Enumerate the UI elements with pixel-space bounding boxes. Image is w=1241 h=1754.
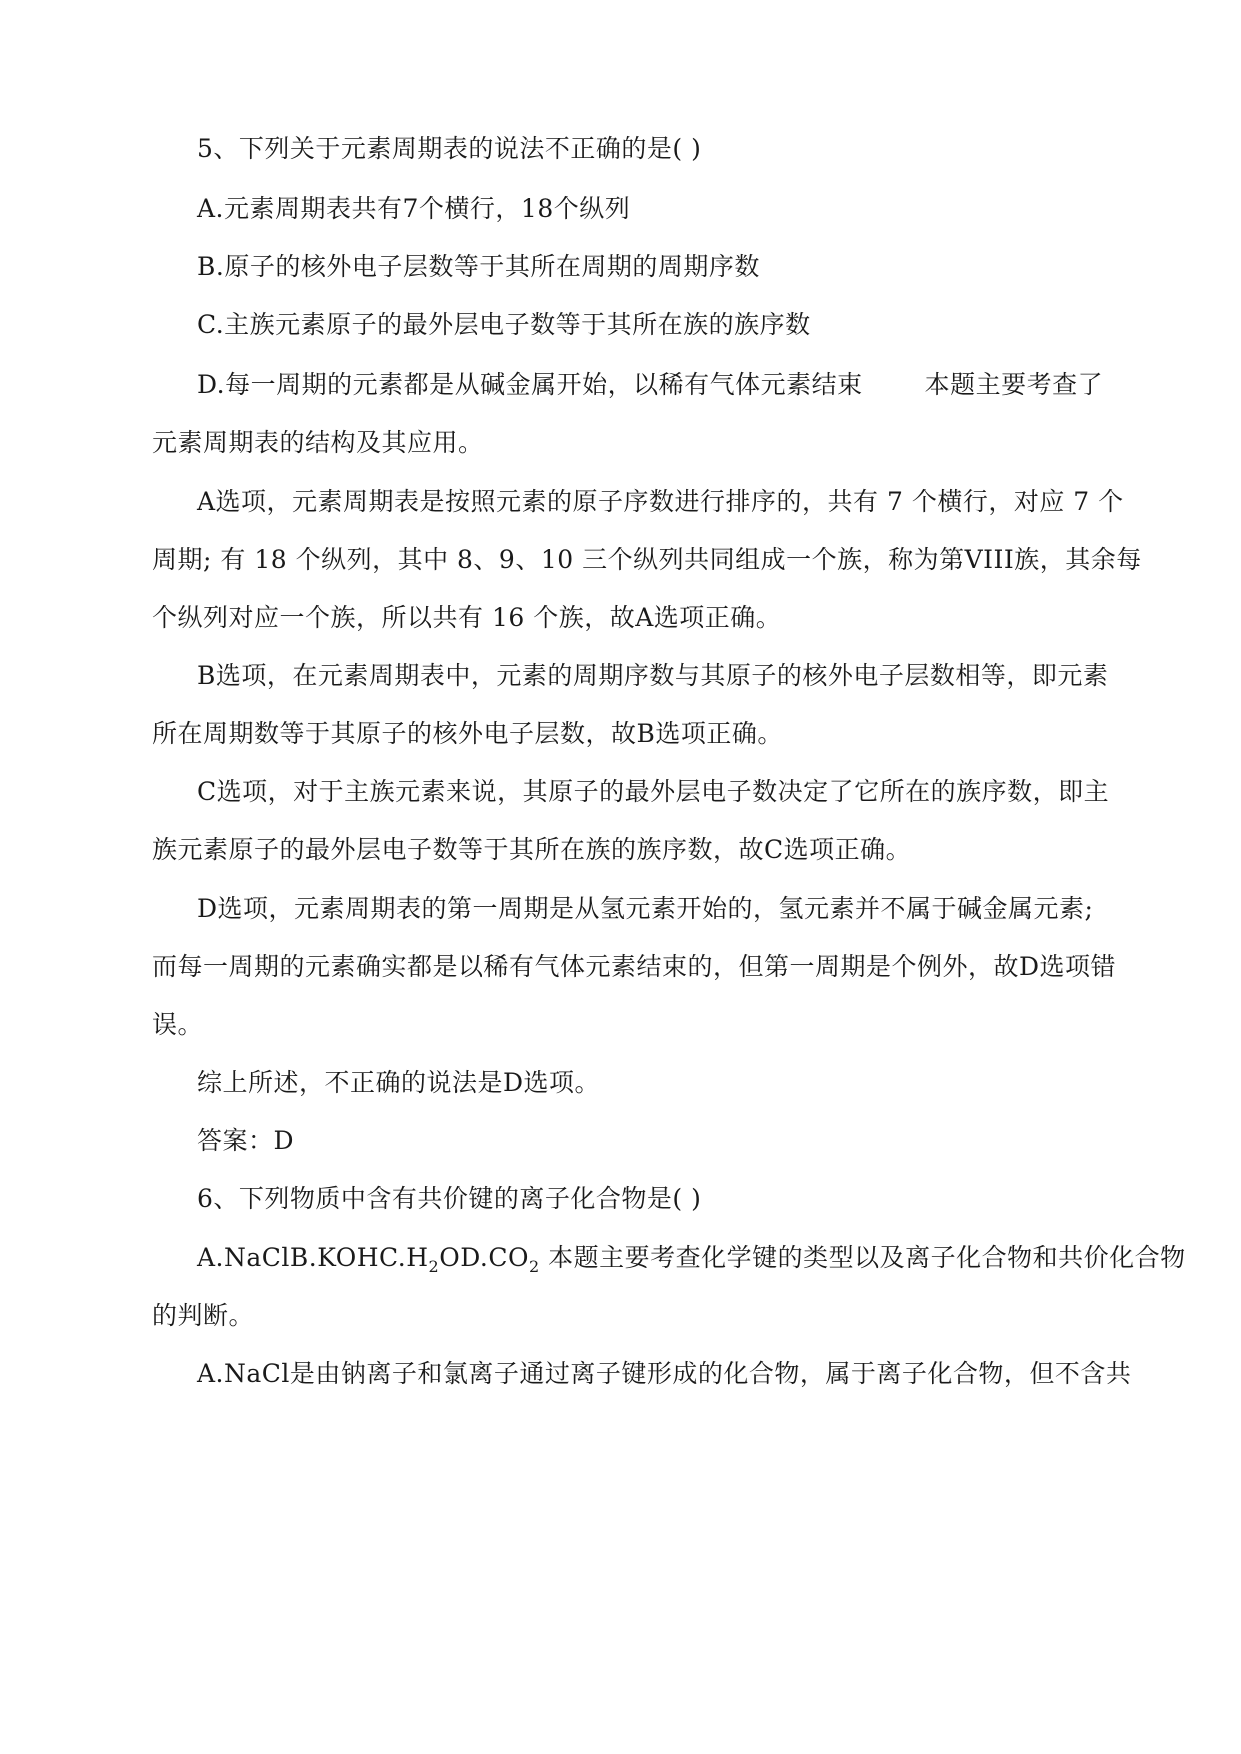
q5-analysis-d-line2: 而每一周期的元素确实都是以稀有气体元素结束的，但第一周期是个例外，故D选项错 <box>152 952 1117 981</box>
q5-analysis-intro: 本题主要考查了 <box>924 370 1104 399</box>
q5-option-a: A.元素周期表共有7个横行，18个纵列 <box>197 194 631 223</box>
q5-summary: 综上所述，不正确的说法是D选项。 <box>197 1068 601 1097</box>
q5-answer: 答案：D <box>197 1126 295 1155</box>
q5-analysis-a-line2: 周期; 有 18 个纵列，其中 8、9、10 三个纵列共同组成一个族，称为第VIII族，其余每 <box>152 545 1142 574</box>
q5-option-c: C.主族元素原子的最外层电子数等于其所在族的族序数 <box>197 310 811 339</box>
q5-stem: 5、下列关于元素周期表的说法不正确的是( ) <box>197 134 702 163</box>
q5-analysis-b-line1: B选项，在元素周期表中，元素的周期序数与其原子的核外电子层数相等，即元素 <box>197 661 1109 690</box>
q5-analysis-c-line1: C选项，对于主族元素来说，其原子的最外层电子数决定了它所在的族序数，即主 <box>197 777 1110 806</box>
q6-analysis-intro: 本题主要考查化学键的类型以及离子化合物和共价化合物 <box>539 1243 1186 1272</box>
q5-analysis-c-line2: 族元素原子的最外层电子数等于其所在族的族序数，故C选项正确。 <box>152 835 912 864</box>
q5-analysis-a-line1: A选项，元素周期表是按照元素的原子序数进行排序的，共有 7 个横行，对应 7 个 <box>197 487 1124 516</box>
q6-analysis-intro-cont: 的判断。 <box>152 1301 255 1330</box>
q6-option-a: A.NaCl <box>197 1243 290 1272</box>
q5-option-d: D.每一周期的元素都是从碱金属开始，以稀有气体元素结束 <box>197 370 863 399</box>
q5-analysis-b-line2: 所在周期数等于其原子的核外电子层数，故B选项正确。 <box>152 719 783 748</box>
q5-analysis-intro-cont: 元素周期表的结构及其应用。 <box>152 428 484 457</box>
q6-option-d: $D.CO_2$ <box>460 1243 540 1276</box>
q6-option-c: $C.H_2O$ <box>379 1243 461 1276</box>
q5-analysis-d-line1: D选项，元素周期表的第一周期是从氢元素开始的，氢元素并不属于碱金属元素; <box>197 894 1094 923</box>
q6-stem: 6、下列物质中含有共价键的离子化合物是( ) <box>197 1184 702 1213</box>
q5-option-b: B.原子的核外电子层数等于其所在周期的周期序数 <box>197 252 760 281</box>
q5-option-d-line <box>197 372 1103 397</box>
q6-analysis-a-line1: A.NaCl是由钠离子和氯离子通过离子键形成的化合物，属于离子化合物，但不含共 <box>197 1359 1132 1388</box>
q6-options-line <box>197 1243 1186 1276</box>
q5-analysis-d-line3: 误。 <box>152 1010 204 1039</box>
q6-option-b: B.KOH <box>289 1243 380 1272</box>
q5-analysis-a-line3: 个纵列对应一个族，所以共有 16 个族，故A选项正确。 <box>152 603 782 632</box>
